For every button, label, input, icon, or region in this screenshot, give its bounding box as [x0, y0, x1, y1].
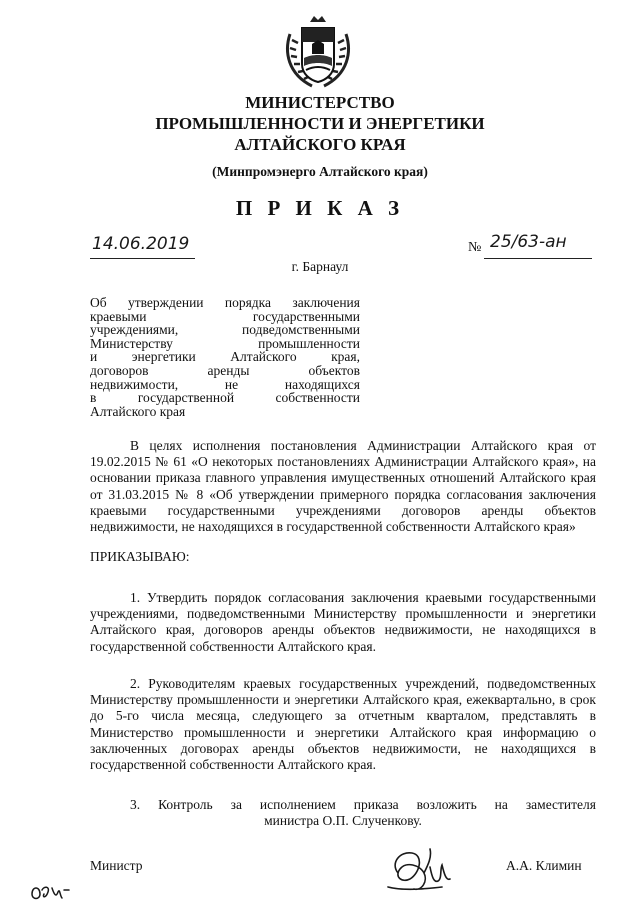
signer-name: А.А. Климин — [506, 858, 582, 873]
item-2-paragraph — [90, 676, 596, 773]
subject-line: Министерству промышленности — [90, 335, 360, 351]
command-word: ПРИКАЗЫВАЮ: — [90, 549, 190, 564]
item-1-text: 1. Утвердить порядок согласования заключения краевыми государственными учреждениями, подведомственными Министерству промышленности и энергетики Алтайского края, договоров аренды объектов недвижимости, не находящихся в государственной собственности Алтайского края. — [90, 590, 596, 654]
subject-line: в государственной собственности — [90, 390, 360, 406]
handwritten-corner-mark — [30, 880, 70, 902]
subject-line: учреждениями, подведомственными — [90, 322, 360, 338]
subject-line: договоров аренды объектов — [90, 362, 360, 378]
item-3-line-1: 3. Контроль за исполнением приказа возложить на заместителя — [130, 797, 596, 812]
ministry-line-3: АЛТАЙСКОГО КРАЯ — [234, 135, 406, 154]
subject-line: Алтайского края — [90, 403, 186, 419]
preamble-text: В целях исполнения постановления Администрации Алтайского края от 19.02.2015 № 61 «О некоторых постановлениях Администрации Алтайского края», на основании приказа главного управления имущественных отношений Алтайского края от 31.03.2015 № 8 «Об утверждении примерного порядка согласования заключения краевыми государственными учреждениями договоров аренды объектов недвижимости, не находящихся в государственной собственности Алтайского края» — [90, 438, 596, 535]
subject-line: и энергетики Алтайского края, — [90, 349, 360, 365]
ministry-name — [0, 92, 640, 155]
coat-of-arms-emblem — [282, 14, 354, 92]
ministry-short-name: (Минпромэнерго Алтайского края) — [212, 164, 428, 179]
subject-line: краевыми государственными — [90, 308, 360, 324]
item-3-line-2: министра О.П. Слученкову. — [264, 813, 422, 829]
subject-line: Об утверждении порядка заключения — [90, 295, 360, 310]
item-2-text: 2. Руководителям краевых государственных учреждений, подведомственных Министерству промышленности и энергетики Алтайского края, ежеквартально, в срок до 5-го числа месяца, следующего за отчетным кварталом, представлять в Министерство промышленности и энергетики Алтайского края информацию о заключенных договорах аренды объектов недвижимости, не находящихся в государственной собственности Алтайского края. — [90, 676, 596, 773]
item-1-paragraph — [90, 590, 596, 655]
handwritten-signature — [380, 843, 460, 899]
preamble-paragraph — [90, 438, 596, 535]
order-date: 14.06.2019 — [92, 234, 190, 254]
ministry-line-2: ПРОМЫШЛЕННОСТИ И ЭНЕРГЕТИКИ — [155, 114, 485, 133]
subject-line: недвижимости, не находящихся — [90, 376, 360, 392]
item-3-paragraph — [90, 797, 596, 829]
order-number: 25/63-ан — [490, 232, 567, 252]
ministry-line-1: МИНИСТЕРСТВО — [245, 93, 395, 112]
city: г. Барнаул — [291, 259, 349, 274]
signer-title: Министр — [90, 858, 143, 873]
order-subject — [90, 296, 360, 418]
number-label: № — [468, 240, 482, 255]
document-type-title: П Р И К А З — [235, 196, 405, 220]
